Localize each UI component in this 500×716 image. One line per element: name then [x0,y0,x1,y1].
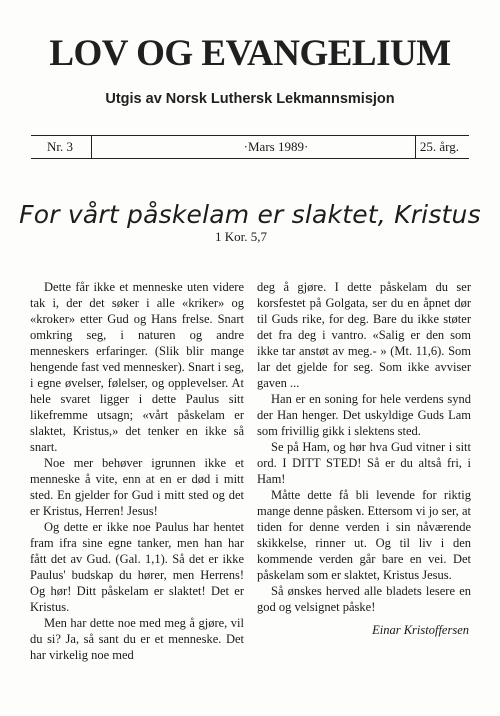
paragraph: Men har dette noe med meg å gjøre, vil du si? Ja, så sant du er et menneske. Det har virkelig noe med [30,616,244,662]
masthead-subtitle: Utgis av Norsk Luthersk Lekmannsmisjon [105,91,395,107]
paragraph: Dette får ikke et menneske uten videre tak i, der det søker i alle «kriker» og «kroker» etter Gud og Hans frelse. Snart omkring seg, i naturen og andre menneskers erfaringer. (Slik blir mange hengende fast ved mennesker). Snart i seg, i egne øvelser, følelser, og opplevelser. At hele svaret ligger i dette Paulus sitt likefremme utsagn; «vårt påskelam er slaktet, Kristus,» det tenker en ikke så snart. [30,280,244,454]
paragraph: Han er en soning for hele verdens synd der Han henger. Det uskyldige Guds Lam som frivillig gikk i slektens sted. [257,392,471,438]
paragraph: Måtte dette få bli levende for riktig mange denne påsken. Ettersom vi jo ser, at tiden for denne verden i sin nåværende skikkelse, rinner ut. Og til liv i den kommende verden går bare en vei. Det påskelam som er slaktet, Kristus Jesus. [257,488,471,582]
scripture-reference: 1 Kor. 5,7 [215,229,267,244]
paragraph: Så ønskes herved alle bladets lesere en god og velsignet påske! [257,584,471,614]
article-column-left [30,279,244,663]
paragraph: Se på Ham, og hør hva Gud vitner i sitt ord. I DITT STED! Så er du altså fri, i Ham! [257,440,471,486]
paragraph: deg å gjøre. I dette påskelam du ser korsfestet på Golgata, ser du en åpnet dør til Guds rike, for deg. Bare du ikke støter det fra deg i vantro. «Salig er den som ikke tar anstøt av meg.- » (Mt. 11,6). Som lar det gjelde for seg. Som ikke avviser gaven ... [257,280,471,390]
masthead-title: LOV OG EVANGELIUM [49,33,451,74]
article-column-right [257,279,471,615]
issue-bar [31,135,469,159]
issue-divider-left [91,136,92,158]
issue-date: ·Mars 1989· [243,139,309,154]
paragraph: Noe mer behøver igrunnen ikke et menneske å vite, enn at en er død i mitt sted. En gjelder for Gud i mitt sted og det er Kristus, Herren! Jesus! [30,456,244,518]
author-signature: Einar Kristoffersen [372,623,469,637]
issue-year: 25. årg. [419,139,459,154]
article-headline: For vårt påskelam er slaktet, Kristus [19,200,481,229]
paragraph: Og dette er ikke noe Paulus har hentet fram ifra sine egne tanker, men han har fått det av Gud. (Gal. 1,1). Så det er ikke Paulus' budskap du hører, men Herrens! Og hør! Ditt påskelam er slaktet! Det er Kristus. [30,520,244,614]
issue-divider-right [415,136,416,158]
issue-number: Nr. 3 [47,139,73,154]
